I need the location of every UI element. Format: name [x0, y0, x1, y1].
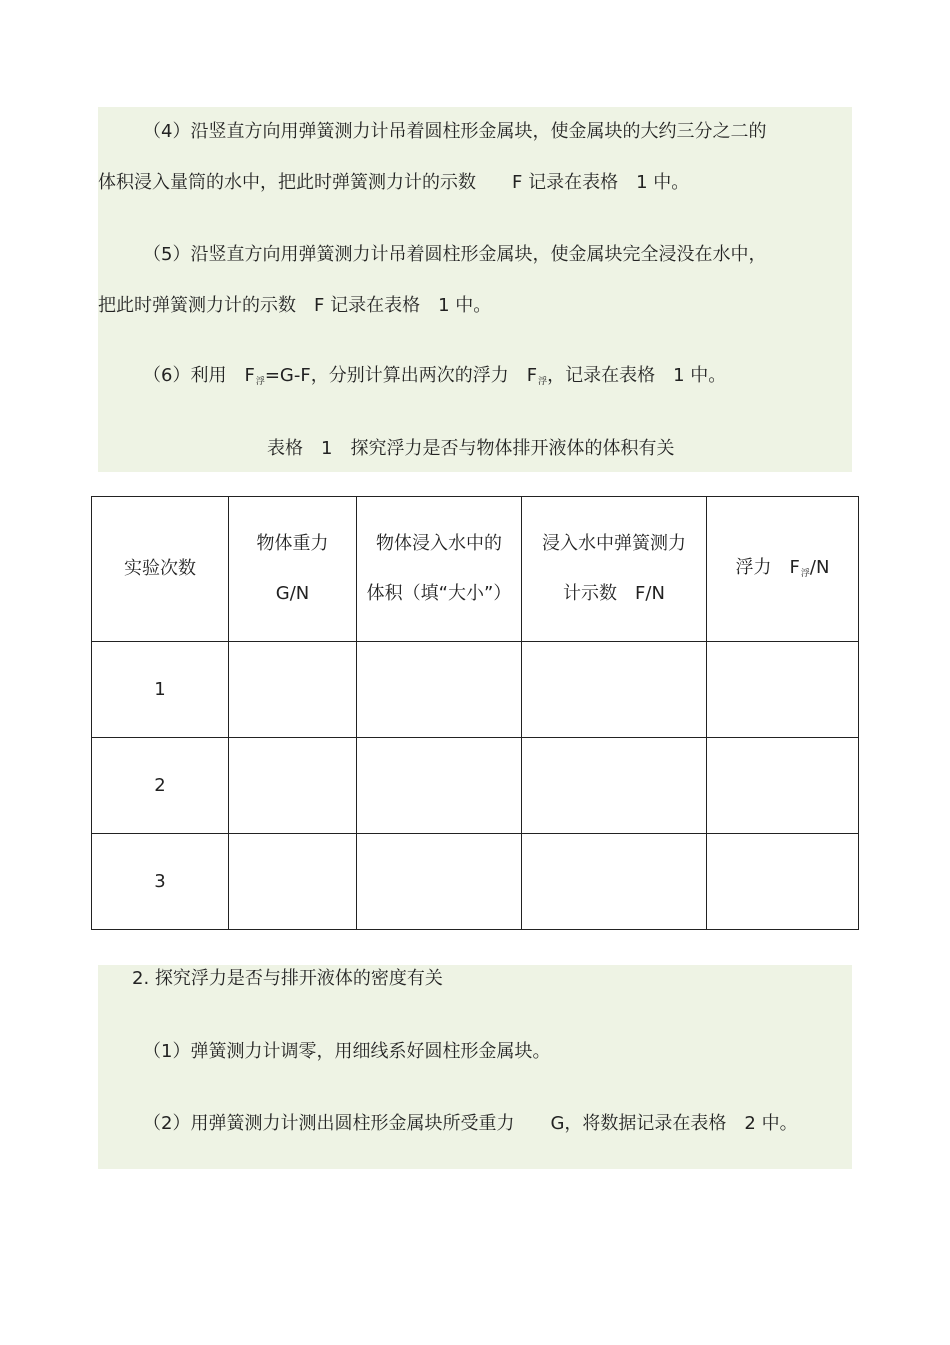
section2-step1: （1）弹簧测力计调零，用细线系好圆柱形金属块。 [143, 1041, 551, 1062]
header-reading-line1: 浸入水中弹簧测力 [542, 533, 686, 554]
cell-reading[interactable] [522, 738, 707, 834]
cell-volume[interactable] [357, 738, 522, 834]
header-buoyancy-b: /N [809, 556, 830, 578]
header-buoyancy-sub: 浮 [800, 568, 810, 579]
header-weight [229, 497, 357, 642]
cell-buoyancy[interactable] [707, 738, 859, 834]
header-volume-line1: 物体浸入水中的 [376, 533, 502, 554]
row-number: 3 [92, 834, 229, 930]
step6-text-c: ，记录在表格 1 中。 [547, 365, 727, 386]
table1-caption: 表格 1 探究浮力是否与物体排开液体的体积有关 [267, 438, 675, 459]
step6-sub2: 浮 [538, 377, 548, 387]
section2-heading: 2. 探究浮力是否与排开液体的密度有关 [132, 968, 443, 989]
step6-text-b: =G-F，分别计算出两次的浮力 F [264, 365, 538, 386]
table1 [91, 496, 859, 930]
step6-line [143, 364, 726, 391]
section1-panel [98, 107, 852, 472]
cell-weight[interactable] [229, 738, 357, 834]
header-volume-line2: 体积（填“大小”） [366, 583, 512, 604]
header-buoyancy-a: 浮力 F [735, 556, 800, 578]
table-row [92, 738, 859, 834]
cell-weight[interactable] [229, 642, 357, 738]
table-row [92, 642, 859, 738]
table-row [92, 834, 859, 930]
cell-weight[interactable] [229, 834, 357, 930]
cell-volume[interactable] [357, 834, 522, 930]
section2-step2: （2）用弹簧测力计测出圆柱形金属块所受重力 G，将数据记录在表格 2 中。 [143, 1113, 798, 1134]
step6-text-a: （6）利用 F [143, 365, 255, 386]
row-number: 1 [92, 642, 229, 738]
step5-line2: 把此时弹簧测力计的示数 F 记录在表格 1 中。 [98, 295, 492, 316]
step5-line1: （5）沿竖直方向用弹簧测力计吊着圆柱形金属块，使金属块完全浸没在水中， [143, 244, 767, 265]
header-trial-number: 实验次数 [92, 497, 229, 642]
header-volume [357, 497, 522, 642]
step4-line2: 体积浸入量筒的水中，把此时弹簧测力计的示数 F 记录在表格 1 中。 [98, 172, 690, 193]
row-number: 2 [92, 738, 229, 834]
header-weight-line2: G/N [275, 583, 310, 604]
step6-sub1: 浮 [255, 377, 265, 387]
header-spring-reading [522, 497, 707, 642]
header-weight-line1: 物体重力 [256, 533, 329, 554]
step4-line1: （4）沿竖直方向用弹簧测力计吊着圆柱形金属块，使金属块的大约三分之二的 [143, 121, 767, 142]
cell-buoyancy[interactable] [707, 642, 859, 738]
cell-volume[interactable] [357, 642, 522, 738]
cell-buoyancy[interactable] [707, 834, 859, 930]
cell-reading[interactable] [522, 834, 707, 930]
header-reading-line2: 计示数 F/N [563, 583, 665, 604]
section2-panel [98, 965, 852, 1169]
cell-reading[interactable] [522, 642, 707, 738]
table1-header-row [92, 497, 859, 642]
header-buoyancy [707, 497, 859, 642]
